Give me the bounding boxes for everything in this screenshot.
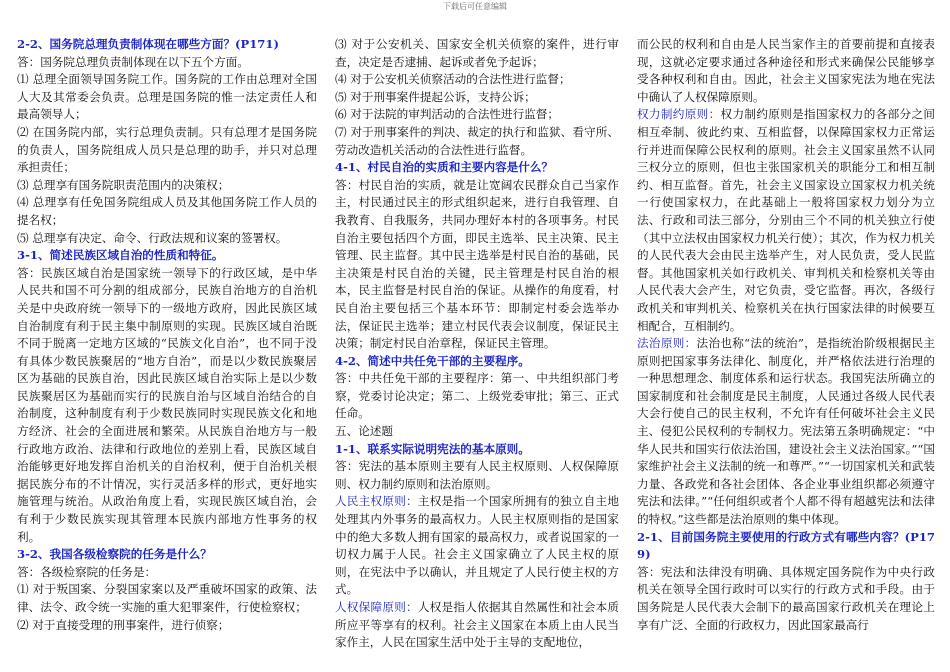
paragraph: 答：中共任免干部的主要程序：第一、中共组织部门考察，党委讨论决定；第二、上级党委审批；第三、正式任命。 (335, 371, 619, 421)
paragraph: ⑵ 对于直接受理的刑事案件，进行侦察； (17, 617, 230, 632)
paragraph: 答：宪法和法律没有明确、具体规定国务院作为中央行政机关在领导全国行政时可以实行的行政方式和手段。由于国务院是人民代表大会制下的最高国家行政机关在理论上享有广泛、全面的行政权力，因此国家最高行 (637, 564, 935, 632)
paragraph: ⑸ 对于刑事案件提起公诉，支持公诉； (335, 89, 536, 104)
page-header: 下载后可任意编辑 (443, 2, 507, 11)
paragraph: ⑷ 对于公安机关侦察活动的合法性进行监督； (335, 72, 571, 87)
section-heading: 2-1、目前国务院主要使用的行政方式有哪些内容？(P179) (637, 529, 935, 562)
paragraph-label: 人民主权原则： (335, 494, 418, 509)
paragraph: ⑵ 在国务院内部，实行总理负责制。只有总理才是国务院的负责人，国务院组成人员只是总理的助手，并只对总理承担责任； (17, 124, 317, 175)
paragraph: ⑷ 总理享有任免国务院组成人员及其他国务院工作人员的提名权； (17, 195, 317, 227)
paragraph-body: 主权是指一个国家所拥有的独立自主地处理其内外事务的最高权力。人民主权原则指的是国家中的绝大多数人拥有国家的最高权力，或者说国家的一切权力属于人民。社会主义国家确立了人民主权的原则，在宪法中予以确认，并且规定了人民行使主权的方式。 (335, 494, 619, 597)
paragraph: 答：各级检察院的任务是： (17, 564, 157, 579)
labeled-paragraph (637, 106, 935, 335)
paragraph: 答：民族区域自治是国家统一领导下的行政区域，是中华人民共和国不可分割的组成部分，民族自治地方的自治机关是中央政府统一领导下的一级地方政府，因此民族区域自治制度有利于民主集中制原则的实现。民族区域自治既不同于脱离一定地方区域的“民族文化自治”，也不同于没有具体少数民族聚居的“地方自治”，而是以少数民族聚居区为基础的民族自治，因此民族区域自治实际上是以少数民族聚居区为基础而实行的民族自治与区域自治结合的自治制度，这种制度有利于少数民族同时实现民族文化和地方经济、社会的全面进展和繁荣。从民族自治地方与一般行政地方政治、法律和行政地位的差别上看，民族区域自治能够更好地发挥自治机关的自治权利，便于自治机关根据民族分布的不计情况，实行灵活多样的形式，更好地实施管理与统治。从政治角度上看，实现民族区域自治，会有利于少数民族实现其管理本民族内部地方性事务的权利。 (17, 265, 317, 544)
paragraph: ⑺ 对于刑事案件的判决、裁定的执行和监狱、看守所、劳动改造机关活动的合法性进行监督。 (335, 124, 619, 157)
column-right (637, 36, 935, 634)
paragraph-body: 权力制约原则是指国家权力的各部分之间相互牵制、彼此约束、互相监督，以保障国家权力正常运行并进而保障公民权利的原则。社会主义国家虽然不认同三权分立的原则，但也主张国家机关的职能分工和相互制约、相互监督。首先，社会主义国家设立国家权力机关统一行使国家权力，在此基础上一般将国家权力划分为立法、行政和司法三部分，分别由三个不同的机关独立行使（其中立法权由国家权力机关行使）；其次，作为权力机关的人民代表大会由民主选举产生，对人民负责，受人民监督。其他国家机关如行政机关、审判机关和检察机关等由人民代表大会产生，对它负责，受它监督。再次，各级行政机关和审判机关、检察机关在执行国家法律的时候要互相配合，互相制约。 (637, 107, 935, 333)
column-middle (335, 36, 619, 652)
section-heading: 4-1、村民自治的实质和主要内容是什么？ (335, 160, 554, 175)
paragraph: 五、论述题 (335, 424, 393, 439)
paragraph-label: 法治原则： (637, 336, 697, 351)
section-heading: 1-1、联系实际说明宪法的基本原则。 (335, 441, 530, 456)
labeled-paragraph (335, 599, 619, 652)
paragraph: 而公民的权利和自由是人民当家作主的首要前提和直接表现，这就必定要求通过各种途径和形式来确保公民能够享受各种权利和自由。因此，社会主义国家宪法为地在宪法中确认了人权保障原则。 (637, 37, 935, 104)
paragraph: ⑶ 对于公安机关、国家安全机关侦察的案件，进行审查，决定是否逮捕、起诉或者免予起诉； (335, 37, 619, 69)
paragraph: 答：村民自治的实质，就是让宽阔农民群众自己当家作主，村民通过民主的形式组织起来，进行自我管理、自我教育、自我服务，共同办理好本村的各项事务。村民自治主要包括四个方面，即民主选举、民主决策、民主管理、民主监督。其中民主选举是村民自治的基础，民主决策是村民自治的关键，民主管理是村民自治的根本，民主监督是村民自治的保证。从操作的角度看，村民自治主要包括三个基本环节：即制定村委会选举办法，保证民主选举；建立村民代表会议制度，保证民主决策；制定村民自治章程，保证民主管理。 (335, 177, 619, 351)
section-heading: 4-2、简述中共任免干部的主要程序。 (335, 353, 530, 368)
paragraph: ⑸ 总理享有决定、命令、行政法规和议案的签署权。 (17, 230, 288, 245)
section-heading: 3-1、简述民族区域自治的性质和特征。 (17, 248, 224, 263)
column-left (17, 36, 317, 634)
paragraph: 答：国务院总理负责制体现在以下五个方面。 (17, 54, 249, 69)
section-heading: 2-2、国务院总理负责制体现在哪些方面？(P171) (17, 37, 279, 51)
paragraph-body: 法治也称“法的统治”，是指统治阶级根据民主原则把国家事务法律化、制度化，并严格依法进行治理的一种思想理念、制度体系和运行状态。我国宪法所确立的国家制度和社会制度是民主制度，人民通过各级人民代表大会行使自己的民主权利，不允许有任何破坏社会主义民主、侵犯公民权利的专制权力。宪法第五条明确规定：“中华人民共和国实行依法治国，建设社会主义法治国家。”“国家维护社会主义法制的统一和尊严。”“一切国家机关和武装力量、各政党和各社会团体、各企业事业组织都必须遵守宪法和法律。”“任何组织或者个人都不得有超越宪法和法律的特权。”这些都是法治原则的集中体现。 (637, 336, 935, 527)
section-heading: 3-2、我国各级检察院的任务是什么？ (17, 547, 212, 562)
labeled-paragraph (335, 493, 619, 599)
paragraph-body: 人权是指人依据其自然属性和社会本质所应平等享有的权利。社会主义国家在本质上由人民当家作主，人民在国家生活中处于主导的支配地位， (335, 600, 619, 650)
paragraph: 答：宪法的基本原则主要有人民主权原则、人权保障原则、权力制约原则和法治原则。 (335, 459, 619, 491)
labeled-paragraph (637, 335, 935, 529)
paragraph: ⑴ 对于叛国案、分裂国家案以及严重破坏国家的政策、法律、法令、政令统一实施的重大犯罪案件，行使检察权； (17, 582, 317, 614)
paragraph: ⑴ 总理全面领导国务院工作。国务院的工作由总理对全国人大及其常委会负责。总理是国务院的惟一法定责任人和最高领导人； (17, 72, 317, 122)
paragraph-label: 权力制约原则： (637, 107, 721, 122)
paragraph-label: 人权保障原则： (335, 600, 418, 614)
paragraph: ⑶ 总理享有国务院职责范围内的决策权； (17, 177, 230, 192)
paragraph: ⑹ 对于法院的审判活动的合法性进行监督； (335, 107, 559, 122)
